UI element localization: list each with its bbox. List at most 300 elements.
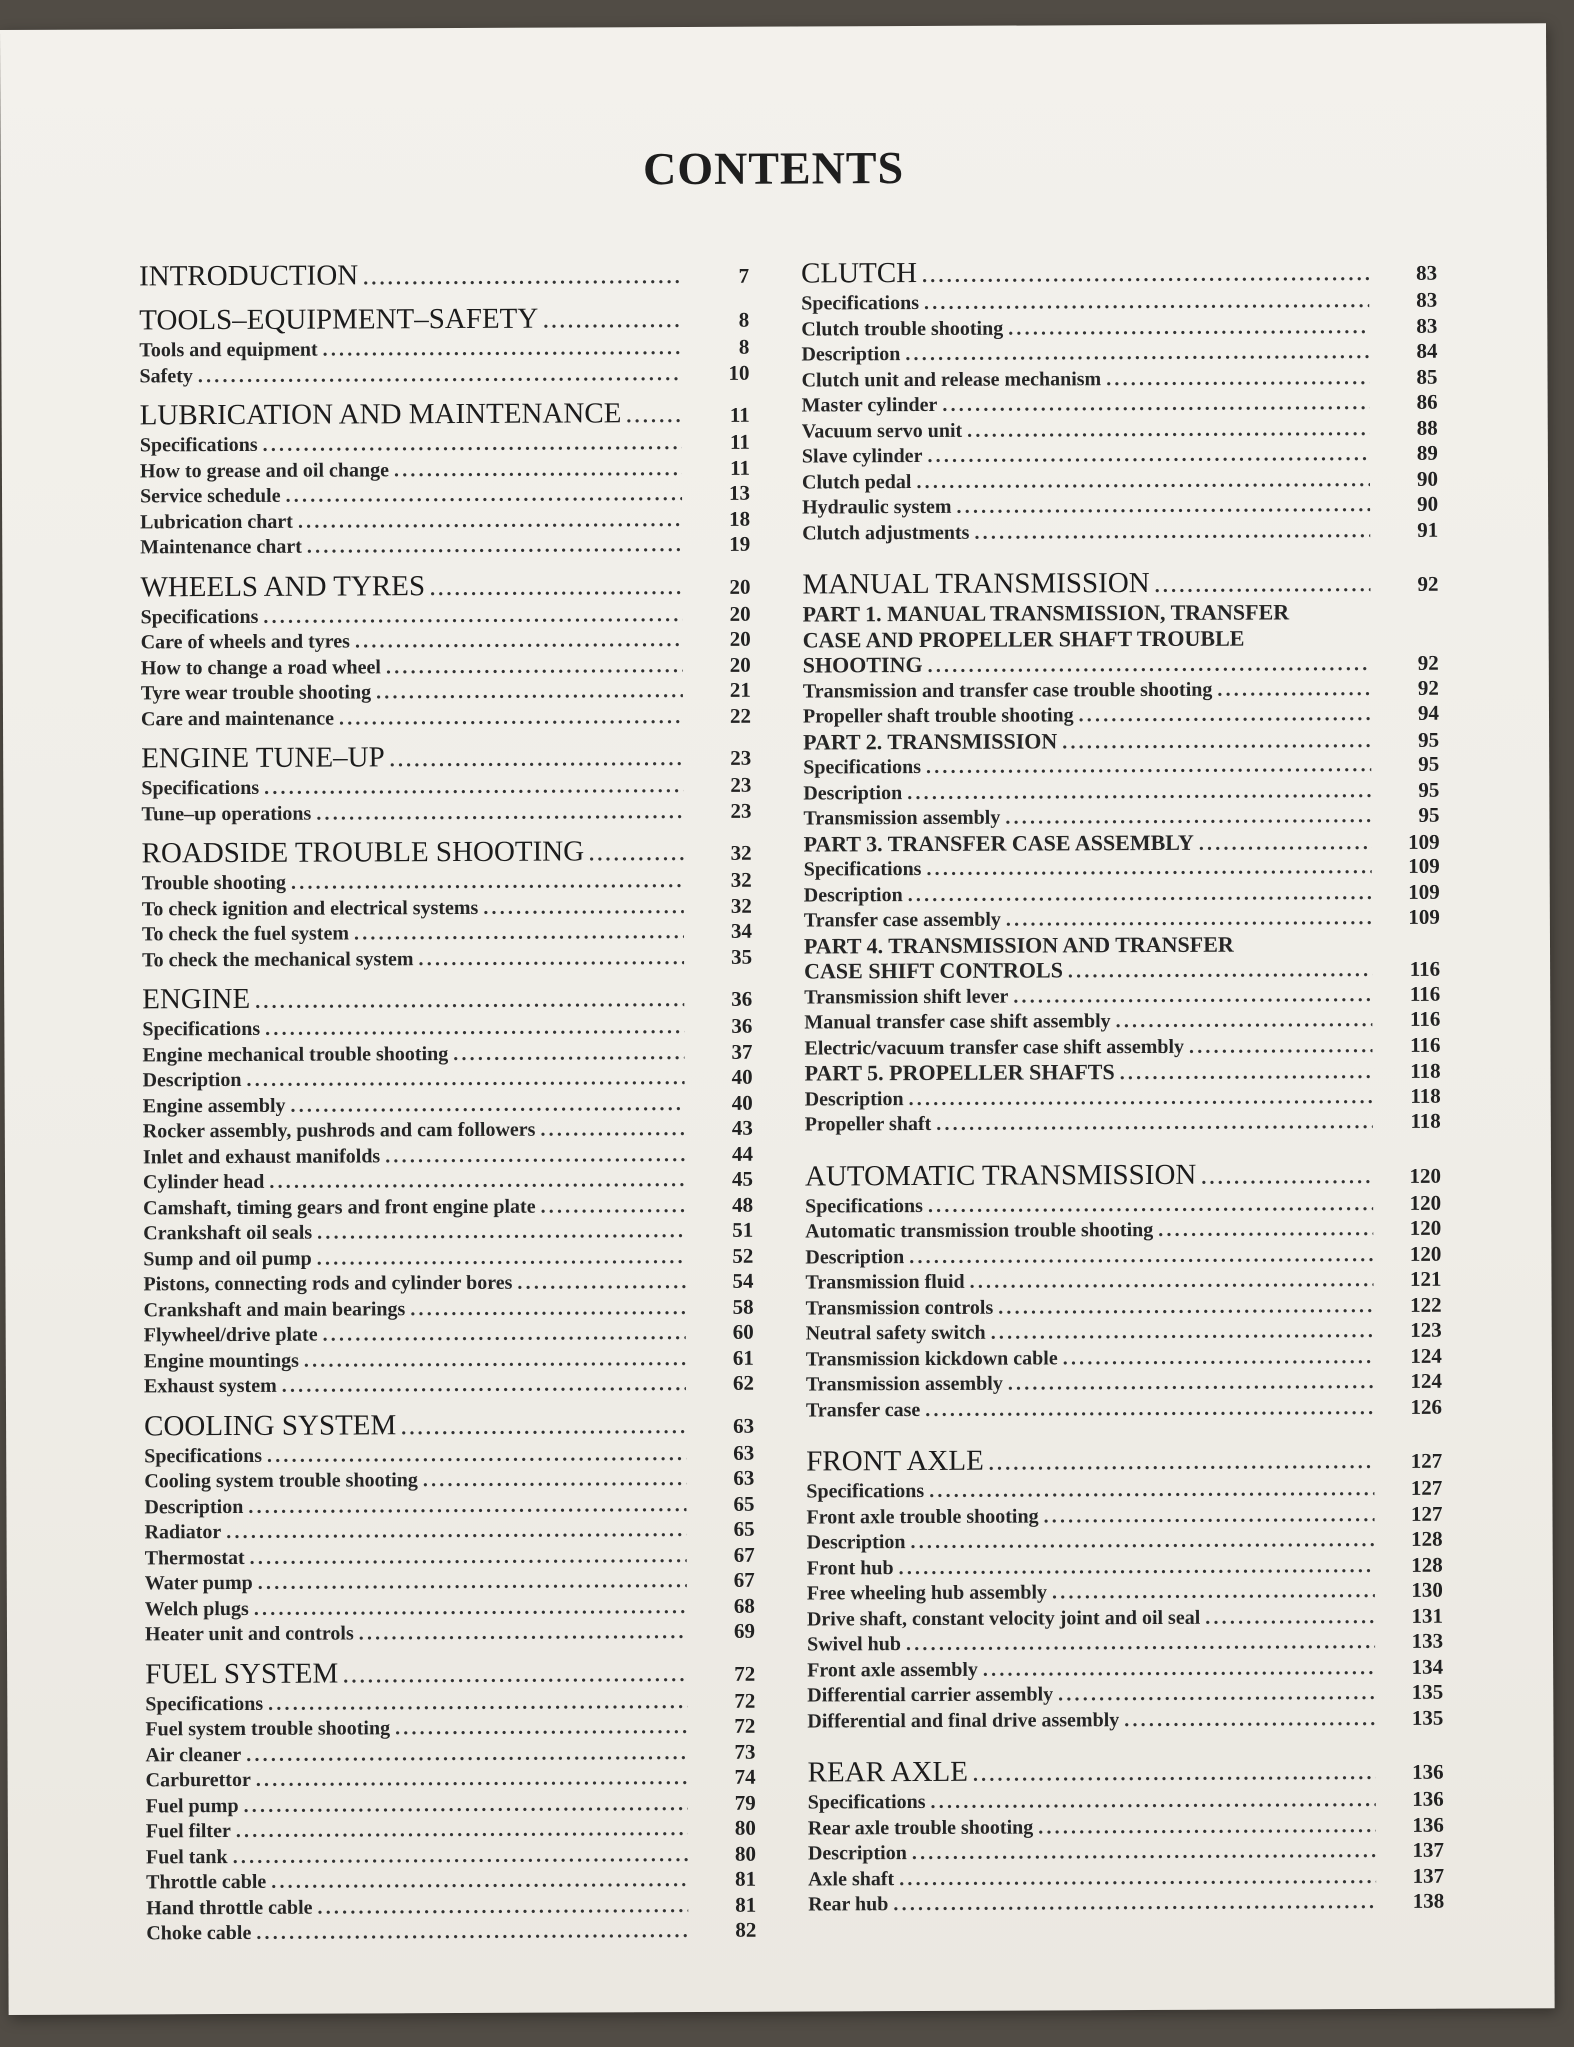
contents-entry <box>802 390 1438 418</box>
dot-leader <box>1189 1034 1373 1060</box>
contents-entry-page-number: 51 <box>732 1217 754 1242</box>
contents-entry-label: Camshaft, timing gears and front engine plate <box>143 1195 536 1219</box>
contents-entry-page-number: 58 <box>732 1294 754 1319</box>
dot-leader <box>1052 1579 1375 1606</box>
dot-leader <box>1124 1707 1375 1734</box>
dot-leader <box>395 1715 687 1742</box>
dot-leader <box>410 1296 685 1323</box>
contents-entry <box>806 1476 1442 1504</box>
contents-entry <box>145 1714 755 1742</box>
contents-entry-page-number: 11 <box>730 455 750 480</box>
dot-leader <box>198 362 682 389</box>
contents-entry <box>805 1190 1441 1218</box>
contents-entry-page-number: 109 <box>1408 904 1440 929</box>
dot-leader <box>517 1270 685 1296</box>
section-heading-label: REAR AXLE <box>807 1755 968 1789</box>
contents-entry <box>145 1568 755 1596</box>
contents-entry-label: PART 5. PROPELLER SHAFTS <box>804 1059 1115 1086</box>
contents-entry-page-number: 45 <box>731 1166 754 1191</box>
contents-entry-label: Tyre wear trouble shooting <box>140 681 372 705</box>
dot-leader <box>376 679 683 706</box>
contents-entry-label: Safety <box>139 364 193 387</box>
contents-entry-page-number: 128 <box>1411 1552 1443 1577</box>
contents-entry-page-number: 36 <box>731 1013 753 1038</box>
contents-entry <box>145 1542 755 1570</box>
contents-entry <box>142 1039 752 1067</box>
contents-entry <box>145 1593 755 1621</box>
dot-leader <box>290 1092 684 1119</box>
contents-entry-label: Inlet and exhaust manifolds <box>142 1144 381 1168</box>
dot-leader <box>906 1630 1375 1657</box>
contents-entry-label: Clutch adjustments <box>802 521 970 545</box>
contents-entry-page-number: 130 <box>1411 1577 1443 1602</box>
contents-entry-page-number: 90 <box>1416 466 1439 491</box>
contents-entry <box>143 1167 753 1195</box>
contents-entry <box>802 441 1438 469</box>
dot-leader <box>543 304 681 337</box>
dot-leader <box>401 1410 686 1443</box>
dot-leader <box>1120 1060 1373 1086</box>
dot-leader <box>343 1658 687 1691</box>
section-heading <box>808 1753 1444 1790</box>
dot-leader <box>983 1656 1375 1683</box>
contents-entry-page-number: 116 <box>1409 981 1441 1006</box>
dot-leader <box>1044 1503 1375 1530</box>
section-heading <box>139 301 749 338</box>
contents-entry-label: Specifications <box>803 755 922 779</box>
contents-entry-page-number: 135 <box>1411 1705 1444 1730</box>
contents-entry-page-number: 85 <box>1416 364 1438 389</box>
contents-entry-label: Swivel hub <box>807 1633 902 1656</box>
contents-entry <box>140 481 750 509</box>
contents-entry <box>802 517 1438 545</box>
section-heading <box>141 739 751 776</box>
contents-entry <box>807 1654 1443 1682</box>
contents-entry-label: Cooling system trouble shooting <box>144 1469 418 1493</box>
contents-entry <box>144 1440 754 1468</box>
contents-entry-page-number: 67 <box>733 1567 755 1592</box>
dot-leader <box>394 457 682 484</box>
contents-entry-label: Engine mechanical trouble shooting <box>142 1042 449 1066</box>
contents-entry <box>141 627 751 655</box>
section-heading-label: AUTOMATIC TRANSMISSION <box>804 1158 1197 1192</box>
contents-entry-label: Rear hub <box>808 1893 889 1916</box>
contents-entry-page-number: 120 <box>1409 1215 1442 1240</box>
dot-leader <box>423 1467 687 1494</box>
dot-leader <box>1068 958 1372 984</box>
contents-entry <box>805 1241 1441 1269</box>
dot-leader <box>1008 1370 1374 1397</box>
page-title: CONTENTS <box>642 142 905 195</box>
contents-entry <box>141 798 751 826</box>
section-heading <box>144 1406 754 1443</box>
contents-entry-page-number: 136 <box>1412 1812 1444 1837</box>
contents-entry-page-number: 54 <box>732 1268 754 1293</box>
contents-entry-page-number: 109 <box>1408 879 1440 904</box>
section-heading-label: CLUTCH <box>801 257 918 290</box>
contents-entry-page-number: 81 <box>735 1866 757 1891</box>
contents-entry-page-number: 68 <box>733 1593 755 1618</box>
contents-entry <box>146 1765 756 1793</box>
dot-leader <box>359 1620 687 1647</box>
section-engine <box>142 980 754 1399</box>
contents-entry-page-number: 52 <box>732 1243 754 1268</box>
contents-entry-label: Flywheel/drive plate <box>143 1323 318 1347</box>
contents-entry-page-number: 81 <box>735 1892 757 1917</box>
contents-entry-label: Fuel filter <box>145 1820 231 1843</box>
contents-entry-page-number: 92 <box>1417 650 1439 675</box>
contents-entry <box>804 905 1440 933</box>
contents-entry-page-number: 80 <box>734 1815 756 1840</box>
section-heading-page-number: 8 <box>738 307 750 332</box>
contents-entry <box>143 1243 753 1271</box>
contents-part-heading: PART 4. TRANSMISSION AND TRANSFER <box>803 931 1234 959</box>
contents-entry-page-number: 63 <box>733 1440 755 1465</box>
contents-entry-page-number: 124 <box>1410 1343 1442 1368</box>
section-heading-page-number: 127 <box>1410 1448 1443 1473</box>
contents-entry-page-number: 133 <box>1411 1628 1444 1653</box>
section-heading-page-number: 23 <box>730 745 752 770</box>
contents-entry-page-number: 40 <box>731 1064 753 1089</box>
contents-entry-label: Hydraulic system <box>802 495 952 519</box>
dot-leader <box>298 508 682 535</box>
contents-entry-label: Rocker assembly, pushrods and cam followers <box>142 1118 536 1143</box>
contents-entry-label: Automatic transmission trouble shooting <box>805 1218 1154 1243</box>
contents-entry-label: Service schedule <box>139 484 281 508</box>
contents-entry <box>144 1466 754 1494</box>
contents-entry-label: Rear axle trouble shooting <box>807 1816 1034 1839</box>
dot-leader <box>916 468 1370 495</box>
contents-entry-page-number: 19 <box>729 531 751 556</box>
contents-entry-label: Slave cylinder <box>801 444 923 468</box>
dot-leader <box>233 1843 688 1870</box>
contents-entry <box>141 652 751 680</box>
contents-entry <box>143 1065 753 1093</box>
dot-leader <box>926 855 1371 882</box>
dot-leader <box>956 493 1370 520</box>
dot-leader <box>925 1396 1374 1423</box>
dot-leader <box>390 742 684 775</box>
contents-entry-label: To check the mechanical system <box>142 947 414 971</box>
section-heading <box>806 1442 1442 1479</box>
contents-entry <box>146 1867 756 1895</box>
contents-entry-page-number: 82 <box>735 1917 757 1942</box>
dot-leader <box>386 654 683 681</box>
dot-leader <box>267 1442 686 1469</box>
dot-leader <box>970 1268 1374 1295</box>
contents-entry <box>805 1267 1441 1295</box>
contents-entry <box>144 1371 754 1399</box>
contents-entry-page-number: 83 <box>1416 287 1438 312</box>
contents-entry-page-number: 95 <box>1418 777 1440 802</box>
contents-entry-page-number: 13 <box>728 480 751 505</box>
dot-leader <box>927 442 1370 469</box>
section-introduction <box>139 257 749 294</box>
contents-entry-label: Crankshaft and main bearings <box>143 1297 406 1321</box>
dot-leader <box>1079 702 1372 729</box>
contents-entry-label: PART 2. TRANSMISSION <box>803 727 1058 755</box>
dot-leader <box>1063 1345 1374 1372</box>
dot-leader <box>1058 1681 1375 1708</box>
contents-entry-label: Differential and final drive assembly <box>807 1708 1120 1732</box>
section-heading-page-number: 83 <box>1416 260 1438 285</box>
contents-entry-page-number: 116 <box>1410 1032 1441 1057</box>
contents-entry-label: Description <box>806 1531 906 1554</box>
contents-entry-label: Drive shaft, constant velocity joint and oil seal <box>806 1606 1201 1630</box>
contents-entry <box>804 956 1440 984</box>
section-heading-page-number: 20 <box>729 574 751 599</box>
dot-leader <box>339 705 683 732</box>
dot-leader <box>246 1066 684 1093</box>
contents-entry-label: Transmission and transfer case trouble shooting <box>802 678 1213 703</box>
contents-entry-label: Cylinder head <box>142 1170 265 1194</box>
dot-leader <box>323 1321 686 1348</box>
dot-leader <box>258 1569 687 1596</box>
dot-leader <box>908 881 1372 908</box>
dot-leader <box>930 1788 1375 1815</box>
contents-entry-label: Welch plugs <box>144 1597 249 1620</box>
contents-entry-page-number: 135 <box>1411 1679 1444 1704</box>
dot-leader <box>317 1245 686 1272</box>
contents-entry-label: Description <box>144 1495 244 1518</box>
contents-entry-page-number: 72 <box>734 1713 756 1738</box>
contents-entry-page-number: 123 <box>1410 1317 1442 1342</box>
contents-entry-page-number: 89 <box>1416 440 1438 465</box>
dot-leader <box>254 1595 687 1622</box>
contents-entry <box>804 879 1440 907</box>
document-page <box>0 23 1555 2015</box>
contents-entry <box>803 777 1439 805</box>
contents-entry-page-number: 32 <box>730 867 752 892</box>
contents-entry-label: Clutch unit and release mechanism <box>801 367 1102 392</box>
contents-entry <box>145 1619 755 1647</box>
contents-entry-label: Air cleaner <box>145 1743 242 1766</box>
dot-leader <box>991 1319 1374 1346</box>
dot-leader <box>453 1041 684 1068</box>
contents-entry-label: SHOOTING <box>802 651 923 678</box>
contents-entry-page-number: 118 <box>1410 1108 1441 1133</box>
dot-leader <box>1158 1217 1373 1243</box>
section-heading-label: WHEELS AND TYRES <box>140 569 426 603</box>
contents-entry <box>807 1578 1443 1606</box>
section-heading <box>142 834 752 871</box>
contents-entry <box>141 601 751 629</box>
section-engine-tune-up <box>141 739 751 827</box>
contents-entry-page-number: 80 <box>734 1841 757 1866</box>
contents-entry-page-number: 118 <box>1410 1058 1441 1083</box>
dot-leader <box>268 1690 687 1717</box>
contents-entry-page-number: 20 <box>729 626 751 651</box>
contents-entry-label: Front axle assembly <box>807 1658 978 1681</box>
section-heading-page-number: 7 <box>738 263 750 288</box>
dot-leader <box>307 533 682 560</box>
contents-entry <box>801 288 1437 316</box>
contents-entry-label: Specifications <box>140 605 259 628</box>
contents-entry <box>143 1141 753 1169</box>
contents-entry <box>140 455 750 483</box>
section-heading-page-number: 36 <box>731 986 753 1011</box>
contents-entry <box>806 1501 1442 1529</box>
contents-entry-label: How to grease and oil change <box>139 458 390 482</box>
contents-entry-label: Pistons, connecting rods and cylinder bores <box>143 1271 513 1296</box>
dot-leader <box>1005 804 1371 831</box>
dot-leader <box>263 431 682 458</box>
contents-entry-label: Axle shaft <box>808 1867 895 1890</box>
contents-entry-label: Description <box>801 343 901 366</box>
contents-entry-label: Trouble shooting <box>141 871 287 895</box>
section-heading <box>140 396 750 433</box>
contents-entry-page-number: 95 <box>1418 727 1440 752</box>
section-heading <box>142 980 752 1017</box>
section-heading-label: TOOLS–EQUIPMENT–SAFETY <box>139 302 539 337</box>
contents-entry <box>801 313 1437 341</box>
section-heading <box>145 1654 755 1691</box>
contents-entry-label: Engine mountings <box>143 1349 299 1372</box>
contents-entry <box>140 430 750 458</box>
contents-entry-label: Transmission assembly <box>803 806 1001 830</box>
contents-entry-page-number: 40 <box>731 1090 753 1115</box>
contents-entry <box>806 1343 1442 1371</box>
dot-leader <box>909 1243 1373 1270</box>
contents-entry-label: Thermostat <box>144 1546 245 1569</box>
contents-entry-label: Throttle cable <box>146 1870 267 1894</box>
contents-entry <box>805 1058 1441 1086</box>
contents-entry-label: Exhaust system <box>143 1374 277 1398</box>
contents-entry-label: Engine assembly <box>142 1094 286 1117</box>
contents-entry <box>146 1918 756 1946</box>
dot-leader <box>256 1766 688 1793</box>
contents-entry-label: Specifications <box>805 1194 923 1217</box>
contents-entry <box>803 701 1439 729</box>
dot-leader <box>1116 1008 1373 1035</box>
dot-leader <box>291 869 684 896</box>
contents-entry-label: Front axle trouble shooting <box>806 1504 1039 1528</box>
contents-part-heading: PART 1. MANUAL TRANSMISSION, TRANSFER <box>802 599 1290 627</box>
contents-entry <box>143 1218 753 1246</box>
contents-entry <box>146 1892 756 1920</box>
section-fuel-system <box>145 1654 756 1946</box>
contents-entry-label: Choke cable <box>146 1921 252 1945</box>
contents-entry-page-number: 32 <box>730 893 752 918</box>
section-heading-label: ENGINE <box>142 982 251 1016</box>
dot-leader <box>1062 729 1371 755</box>
dot-leader <box>354 920 684 947</box>
dot-leader <box>304 1347 686 1374</box>
contents-entry-page-number: 122 <box>1410 1292 1442 1317</box>
contents-entry-page-number: 94 <box>1417 700 1440 725</box>
dot-leader <box>909 1085 1373 1112</box>
contents-entry-label: Master cylinder <box>801 393 938 417</box>
section-automatic-transmission <box>805 1156 1442 1422</box>
contents-entry <box>806 1292 1442 1320</box>
contents-entry <box>145 1517 755 1545</box>
dot-leader <box>910 1528 1374 1555</box>
contents-entry <box>803 675 1439 703</box>
contents-entry-label: Radiator <box>144 1521 222 1544</box>
contents-entry-page-number: 35 <box>730 944 753 969</box>
dot-leader <box>1205 1605 1375 1631</box>
dot-leader <box>271 1868 688 1895</box>
contents-entry <box>805 1083 1441 1111</box>
contents-entry-page-number: 23 <box>730 772 752 797</box>
contents-entry-label: Transmission shift lever <box>804 985 1009 1008</box>
dot-leader <box>540 1194 685 1220</box>
contents-entry <box>806 1318 1442 1346</box>
contents-entry-label: Description <box>804 1087 904 1110</box>
contents-entry-label: Carburettor <box>145 1768 251 1792</box>
dot-leader <box>540 1117 684 1143</box>
dot-leader <box>967 417 1370 444</box>
dot-leader <box>323 336 682 363</box>
contents-entry-page-number: 127 <box>1410 1475 1443 1500</box>
dot-leader <box>1201 1160 1373 1193</box>
contents-entry-page-number: 37 <box>731 1039 753 1064</box>
contents-entry <box>142 893 752 921</box>
section-heading <box>801 254 1437 291</box>
section-roadside-trouble-shooting <box>142 834 753 973</box>
contents-entry-label: To check ignition and electrical systems <box>141 896 479 920</box>
contents-entry-label: Front hub <box>806 1556 894 1579</box>
contents-entry-label: To check the fuel system <box>141 922 350 946</box>
contents-entry <box>806 1394 1442 1422</box>
contents-entry-page-number: 8 <box>738 334 750 359</box>
dot-leader <box>256 1919 688 1946</box>
contents-entry-label: Tools and equipment <box>139 338 318 362</box>
contents-entry <box>802 492 1438 520</box>
contents-entry-label: Transmission fluid <box>805 1270 965 1294</box>
contents-entry-label: Clutch pedal <box>801 470 912 494</box>
dot-leader <box>269 1168 685 1195</box>
contents-entry-page-number: 60 <box>732 1319 754 1344</box>
contents-entry-page-number: 116 <box>1409 956 1441 981</box>
contents-entry <box>141 703 751 731</box>
contents-entry <box>145 1739 755 1767</box>
contents-entry <box>803 726 1439 754</box>
contents-entry-page-number: 128 <box>1411 1526 1443 1551</box>
dot-leader <box>418 946 684 973</box>
contents-entry <box>808 1787 1444 1815</box>
contents-entry-page-number: 95 <box>1418 751 1440 776</box>
contents-entry-label: Specifications <box>142 1017 261 1041</box>
contents-entry <box>803 803 1439 831</box>
contents-entry <box>146 1816 756 1844</box>
contents-entry-page-number: 126 <box>1410 1394 1443 1419</box>
contents-entry-label: How to change a road wheel <box>140 655 382 679</box>
contents-entry-page-number: 127 <box>1410 1501 1443 1526</box>
dot-leader <box>236 1817 688 1844</box>
dot-leader <box>255 983 684 1016</box>
contents-entry-label: Propeller shaft <box>804 1112 932 1136</box>
dot-leader <box>912 1839 1376 1866</box>
contents-entry-label: Clutch trouble shooting <box>801 317 1004 341</box>
contents-entry-page-number: 131 <box>1411 1603 1443 1628</box>
contents-column-left <box>139 257 756 1946</box>
contents-entry-page-number: 90 <box>1417 491 1439 516</box>
contents-entry <box>808 1889 1444 1917</box>
contents-entry-page-number: 109 <box>1408 853 1440 878</box>
contents-entry-page-number: 34 <box>730 918 752 943</box>
contents-entry-page-number: 120 <box>1409 1190 1442 1215</box>
contents-entry-page-number: 83 <box>1416 313 1438 338</box>
contents-entry-page-number: 91 <box>1417 517 1439 542</box>
dot-leader <box>317 1894 688 1921</box>
contents-entry-label: Fuel tank <box>145 1845 228 1868</box>
contents-entry <box>801 339 1437 367</box>
dot-leader <box>355 628 683 655</box>
contents-entry-label: Description <box>805 1245 905 1268</box>
dot-leader <box>248 1493 686 1520</box>
contents-entry-page-number: 137 <box>1412 1837 1445 1862</box>
